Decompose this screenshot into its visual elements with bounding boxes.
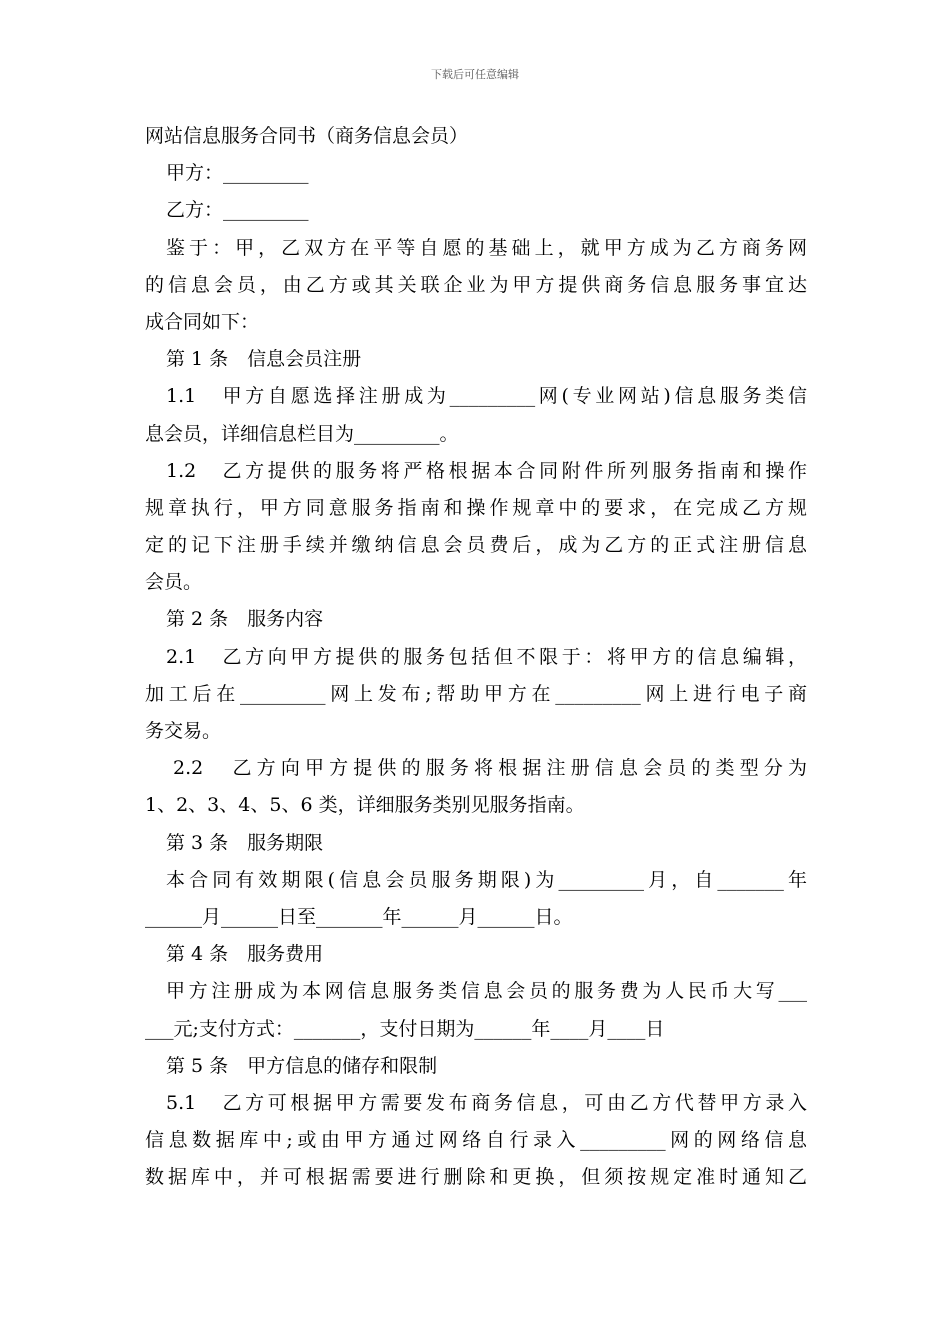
contract-line: ___元;支付方式：_______，支付日期为______年____月____日: [145, 1017, 665, 1040]
contract-line: 数据库中，并可根据需要进行删除和更换，但须按规定准时通知乙: [145, 1166, 807, 1189]
contract-line: 本合同有效期限(信息会员服务期限)为_________月，自_______年: [166, 868, 807, 891]
contract-line: 息会员，详细信息栏目为_________。: [145, 422, 459, 445]
contract-line: 5.1 乙方可根据甲方需要发布商务信息，可由乙方代替甲方录入: [166, 1091, 807, 1114]
contract-line: 第 1 条 信息会员注册: [166, 348, 362, 371]
contract-line: 第 4 条 服务费用: [166, 943, 324, 966]
contract-line: 1.2 乙方提供的服务将严格根据本合同附件所列服务指南和操作: [166, 459, 807, 482]
contract-line: 1.1 甲方自愿选择注册成为_________网(专业网站)信息服务类信: [166, 385, 807, 408]
contract-line: 1、2、3、4、5、6 类，详细服务类别见服务指南。: [145, 794, 585, 817]
contract-line: 定的记下注册手续并缴纳信息会员费后，成为乙方的正式注册信息: [145, 534, 807, 557]
contract-line: 第 5 条 甲方信息的储存和限制: [166, 1054, 438, 1077]
page-header: 下载后可任意编辑: [431, 68, 519, 81]
contract-line: 会员。: [145, 571, 203, 594]
contract-line: 成合同如下：: [145, 310, 260, 333]
contract-line: 的信息会员，由乙方或其关联企业为甲方提供商务信息服务事宜达: [145, 273, 807, 296]
contract-line: 乙方：_________: [166, 199, 309, 222]
contract-line: ______月______日至_______年______月______日。: [145, 905, 573, 928]
contract-line: 第 3 条 服务期限: [166, 831, 324, 854]
contract-line: 网站信息服务合同书（商务信息会员）: [145, 125, 469, 147]
contract-line: 规章执行，甲方同意服务指南和操作规章中的要求，在完成乙方规: [145, 496, 807, 519]
contract-line: 务交易。: [145, 720, 222, 742]
contract-line: 2.1 乙方向甲方提供的服务包括但不限于：将甲方的信息编辑，: [166, 645, 807, 668]
contract-body: [145, 118, 807, 1196]
contract-line: 第 2 条 服务内容: [166, 608, 324, 631]
contract-line: 甲方：_________: [166, 162, 309, 185]
contract-line: 2.2 乙方向甲方提供的服务将根据注册信息会员的类型分为: [173, 757, 807, 780]
contract-line: 鉴于：甲，乙双方在平等自愿的基础上，就甲方成为乙方商务网: [166, 236, 807, 259]
contract-line: 加工后在_________网上发布;帮助甲方在_________网上进行电子商: [145, 682, 807, 705]
contract-line: 甲方注册成为本网信息服务类信息会员的服务费为人民币大写___: [166, 980, 807, 1003]
contract-line: 信息数据库中;或由甲方通过网络自行录入_________网的网络信息: [145, 1129, 807, 1152]
